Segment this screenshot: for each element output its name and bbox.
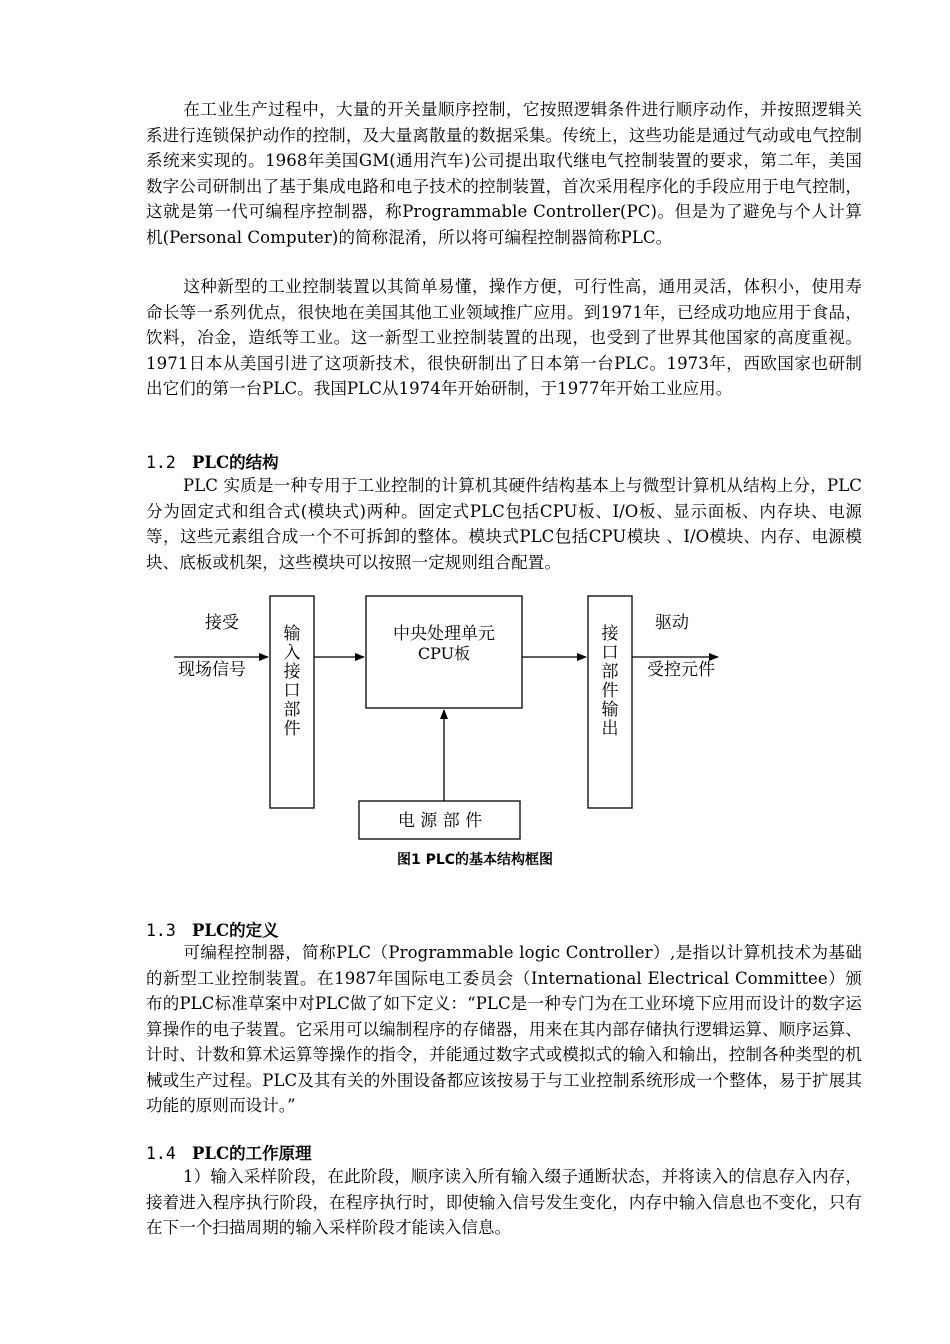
power-supply-label: 电 源 部 件 <box>397 811 483 831</box>
section-title: PLC的定义 <box>192 921 279 940</box>
section-title: PLC的工作原理 <box>192 1144 312 1163</box>
output-char: 口 <box>601 643 619 663</box>
output-char: 出 <box>601 719 619 739</box>
section-number: 1.4 <box>146 1144 176 1163</box>
output-char: 件 <box>601 681 619 701</box>
definition-paragraph: 可编程控制器，简称PLC（Programmable logic Controller）,是指以计算机技术为基础的新型工业控制装置。在1987年国际电工委员会（International Electrical Committee）颁布的PLC标准草案中对PLC做了如下定义：“PLC是一种专门为在工业环境下应用而设计的数字运算操作的电子装置。它采用可以编制程序的存储器，用来在其内部存储执行逻辑运算、顺序运算、计时、计数和算术运算等操作的指令，并能通过数字式或模拟式的输入和输出，控制各种类型的机械或生产过程。PLC及其有关的外围设备都应该按易于与工业控制系统形成一个整体，易于扩展其功能的原则而设计。” <box>146 943 862 1115</box>
structure-paragraph: PLC 实质是一种专用于工业控制的计算机其硬件结构基本上与微型计算机从结构上分，PLC分为固定式和组合式(模块式)两种。固定式PLC包括CPU板、I/O板、显示面板、内存块、电源等，这些元素组合成一个不可拆卸的整体。模块式PLC包括CPU模块 、I/O模块、内存、电源模块、底板或机架，这些模块可以按照一定规则组合配置。 <box>146 476 862 572</box>
section-heading-structure <box>146 449 279 473</box>
input-interface-label <box>284 624 301 739</box>
input-char: 输 <box>283 624 301 644</box>
output-char: 部 <box>601 662 619 682</box>
section-heading-principle <box>146 1140 312 1164</box>
input-char: 入 <box>283 643 301 663</box>
output-interface-label <box>602 624 619 739</box>
input-char: 件 <box>283 719 301 739</box>
input-char: 接 <box>283 662 301 682</box>
input-char: 口 <box>283 681 301 701</box>
left-label-receive: 接受 <box>205 613 239 633</box>
right-label-drive: 驱动 <box>655 613 689 633</box>
figure-caption: 图1 PLC的基本结构框图 <box>396 852 554 868</box>
plc-structure-diagram <box>0 585 950 875</box>
left-label-field-signal: 现场信号 <box>178 660 246 680</box>
section-heading-definition <box>146 917 279 941</box>
input-char: 部 <box>283 700 301 720</box>
section-number: 1.3 <box>146 921 176 940</box>
output-char: 输 <box>601 700 619 720</box>
principle-paragraph: 1）输入采样阶段，在此阶段，顺序读入所有输入缀子通断状态，并将读入的信息存入内存，接着进入程序执行阶段，在程序执行时，即使输入信号发生变化，内存中输入信息也不变化，只有在下一个扫描周期的输入采样阶段才能读入信息。 <box>146 1167 862 1237</box>
output-char: 接 <box>601 624 619 644</box>
cpu-label-line2: CPU板 <box>417 644 471 663</box>
cpu-label-line1: 中央处理单元 <box>393 624 495 644</box>
intro-paragraph-2: 这种新型的工业控制装置以其简单易懂，操作方便，可行性高，通用灵活，体积小，使用寿命长等一系列优点，很快地在美国其他工业领域推广应用。到1971年，已经成功地应用于食品，饮料，冶金，造纸等工业。这一新型工业控制装置的出现，也受到了世界其他国家的高度重视。1971日本从美国引进了这项新技术，很快研制出了日本第一台PLC。1973年，西欧国家也研制出它们的第一台PLC。我国PLC从1974年开始研制，于1977年开始工业应用。 <box>146 277 862 398</box>
section-title: PLC的结构 <box>192 453 279 472</box>
right-label-controlled-element: 受控元件 <box>647 660 715 680</box>
section-number: 1.2 <box>146 453 176 472</box>
intro-paragraph-1: 在工业生产过程中，大量的开关量顺序控制，它按照逻辑条件进行顺序动作，并按照逻辑关系进行连锁保护动作的控制，及大量离散量的数据采集。传统上，这些功能是通过气动或电气控制系统来实现的。1968年美国GM(通用汽车)公司提出取代继电气控制装置的要求，第二年，美国数字公司研制出了基于集成电路和电子技术的控制装置，首次采用程序化的手段应用于电气控制，这就是第一代可编程序控制器，称Programmable Controller(PC)。但是为了避免与个人计算机(Personal Computer)的简称混淆，所以将可编程控制器简称PLC。 <box>146 100 862 247</box>
